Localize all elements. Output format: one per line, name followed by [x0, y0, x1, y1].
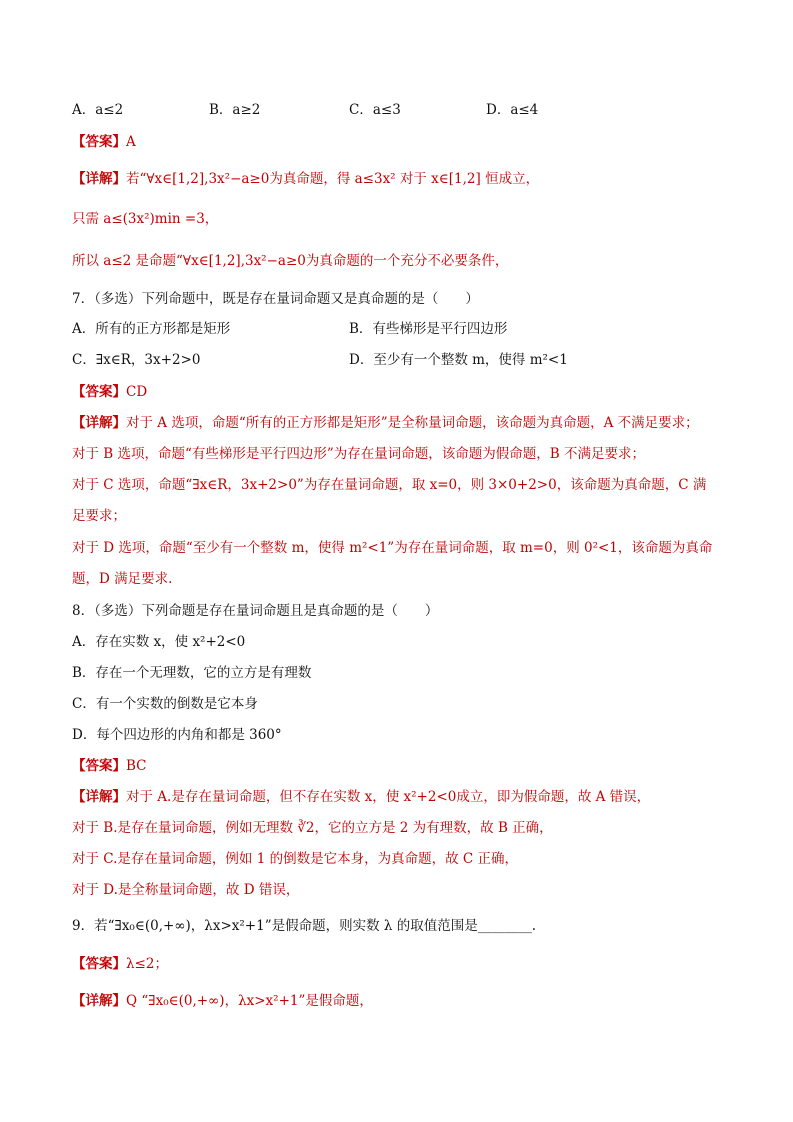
detail-tag: 【详解】 — [72, 789, 126, 805]
q6-option-b: B．a≥2 — [209, 102, 261, 118]
answer-value: CD — [126, 384, 148, 400]
answer-value: λ≤2； — [126, 956, 168, 972]
q9-answer — [72, 955, 168, 973]
q8-detail-1 — [72, 788, 650, 806]
q7-detail-1 — [72, 414, 699, 432]
q7-option-b: B．有些梯形是平行四边形 — [349, 321, 508, 337]
detail-text: 对于 A 选项，命题“所有的正方形都是矩形”是全称量词命题，该命题为真命题，A 不满足要求； — [126, 415, 699, 431]
q8-title: 8．（多选）下列命题是存在量词命题且是真命题的是（ ） — [72, 603, 439, 619]
q7-detail-3: 对于 C 选项，命题“∃x∈R，3x+2>0”为存在量词命题，取 x=0，则 3×0+2>0，该命题为真命题，C 满 — [72, 477, 707, 493]
q6-detail-2: 只需 a≤(3x²)min =3， — [72, 211, 219, 227]
q7-detail-6: 题，D 满足要求. — [72, 571, 173, 587]
q8-answer — [72, 757, 147, 775]
q8-detail-3: 对于 C.是存在量词命题，例如 1 的倒数是它本身，为真命题，故 C 正确， — [72, 851, 519, 867]
q6-detail-3: 所以 a≤2 是命题“∀x∈[1,2],3x²−a≥0为真命题的一个充分不必要条件， — [72, 253, 509, 269]
q7-option-d: D．至少有一个整数 m，使得 m²<1 — [349, 352, 568, 368]
q7-option-a: A．所有的正方形都是矩形 — [72, 321, 231, 337]
q7-answer — [72, 383, 147, 401]
detail-text: 若“∀x∈[1,2],3x²−a≥0为真命题，得 a≤3x² 对于 x∈[1,2] 恒成立， — [126, 171, 540, 187]
q6-option-c: C．a≤3 — [349, 102, 401, 118]
q8-option-c: C．有一个实数的倒数是它本身 — [72, 696, 258, 712]
answer-value: A — [126, 134, 136, 150]
q6-detail-1 — [72, 170, 539, 188]
q8-option-d: D．每个四边形的内角和都是 360° — [72, 727, 282, 743]
q8-option-b: B．存在一个无理数，它的立方是有理数 — [72, 665, 312, 681]
answer-tag: 【答案】 — [72, 384, 126, 400]
answer-tag: 【答案】 — [72, 956, 126, 972]
q7-option-c: C．∃x∈R，3x+2>0 — [72, 352, 201, 368]
q9-detail-1 — [72, 992, 373, 1010]
detail-text: Q “∃x₀∈(0,+∞)，λx>x²+1”是假命题， — [126, 993, 373, 1009]
answer-tag: 【答案】 — [72, 134, 126, 150]
q6-option-d: D．a≤4 — [486, 102, 539, 118]
q7-detail-4: 足要求； — [72, 508, 126, 524]
detail-tag: 【详解】 — [72, 171, 126, 187]
q7-title: 7．（多选）下列命题中，既是存在量词命题又是真命题的是（ ） — [72, 291, 479, 307]
detail-tag: 【详解】 — [72, 415, 126, 431]
q6-option-a: A．a≤2 — [72, 102, 124, 118]
detail-text: 对于 A.是存在量词命题，但不存在实数 x，使 x²+2<0成立，即为假命题，故 A 错误， — [126, 789, 651, 805]
q7-detail-2: 对于 B 选项，命题“有些梯形是平行四边形”为存在量词命题，该命题为假命题，B 不满足要求； — [72, 446, 646, 462]
answer-value: BC — [126, 758, 147, 774]
q6-answer — [72, 133, 136, 151]
answer-tag: 【答案】 — [72, 758, 126, 774]
q9-title: 9．若“∃x₀∈(0,+∞)，λx>x²+1”是假命题，则实数 λ 的取值范围是________. — [72, 918, 537, 934]
q8-option-a: A．存在实数 x，使 x²+2<0 — [72, 634, 246, 650]
q8-detail-4: 对于 D.是全称量词命题，故 D 错误， — [72, 882, 300, 898]
detail-tag: 【详解】 — [72, 993, 126, 1009]
q8-detail-2: 对于 B.是存在量词命题，例如无理数 ∛2，它的立方是 2 为有理数，故 B 正确， — [72, 820, 553, 836]
q7-detail-5: 对于 D 选项，命题“至少有一个整数 m，使得 m²<1”为存在量词命题，取 m=0，则 0²<1，该命题为真命 — [72, 540, 713, 556]
